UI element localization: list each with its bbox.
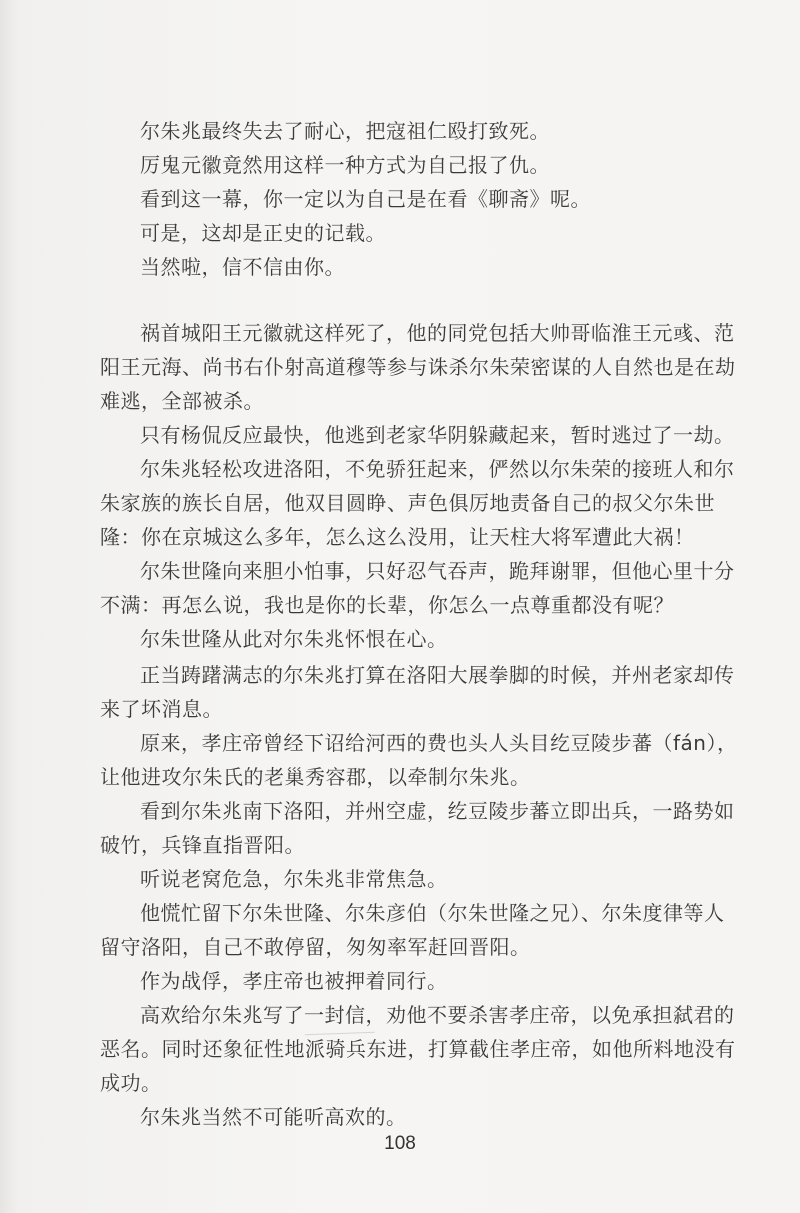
page-number: 108 [384, 1133, 416, 1154]
section-2 [100, 316, 740, 656]
paragraph: 祸首城阳王元徽就这样死了，他的同党包括大帅哥临淮王元彧、范阳王元海、尚书右仆射高道穆等参与诛杀尔朱荣密谋的人自然也是在劫难逃，全部被杀。 [100, 321, 736, 413]
paragraph: 尔朱兆最终失去了耐心，把寇祖仁殴打致死。 [140, 119, 550, 143]
paragraph: 厉鬼元徽竟然用这样一种方式为自己报了仇。 [140, 153, 550, 177]
paragraph: 看到这一幕，你一定以为自己是在看《聊斋》呢。 [140, 187, 591, 211]
pencil-mark [305, 1032, 375, 1049]
paragraph: 正当踌躇满志的尔朱兆打算在洛阳大展拳脚的时候，并州老家却传来了坏消息。 [100, 663, 735, 721]
paragraph: 尔朱世隆从此对尔朱兆怀恨在心。 [140, 627, 448, 651]
paragraph: 听说老窝危急，尔朱兆非常焦急。 [140, 867, 448, 891]
paragraph: 尔朱兆轻松攻进洛阳，不免骄狂起来，俨然以尔朱荣的接班人和尔朱家族的族长自居，他双目圆睁、声色俱厉地责备自己的叔父尔朱世隆：你在京城这么多年，怎么这么没用，让天柱大将军遭此大祸！ [100, 457, 735, 549]
paragraph: 只有杨侃反应最快，他逃到老家华阴躲藏起来，暂时逃过了一劫。 [140, 423, 735, 447]
paragraph: 他慌忙留下尔朱世隆、尔朱彦伯（尔朱世隆之兄）、尔朱度律等人留守洛阳，自己不敢停留，匆匆率军赶回晋阳。 [100, 901, 725, 959]
paragraph: 尔朱世隆向来胆小怕事，只好忍气吞声，跪拜谢罪，但他心里十分不满：再怎么说，我也是你的长辈，你怎么一点尊重都没有呢？ [100, 559, 735, 617]
paragraph: 可是，这却是正史的记载。 [140, 221, 386, 245]
paragraph: 尔朱兆当然不可能听高欢的。 [140, 1105, 407, 1129]
paragraph: 作为战俘，孝庄帝也被押着同行。 [140, 969, 448, 993]
paragraph: 原来，孝庄帝曾经下诏给河西的费也头人头目纥豆陵步蕃（fán），让他进攻尔朱氏的老巢秀容郡，以牵制尔朱兆。 [100, 731, 738, 789]
page-spine-shadow [0, 0, 18, 1213]
section-3 [100, 658, 740, 1134]
paragraph: 高欢给尔朱兆写了一封信，劝他不要杀害孝庄帝，以免承担弑君的恶名。同时还象征性地派骑兵东进，打算截住孝庄帝，如他所料地没有成功。 [100, 1003, 736, 1095]
paragraph: 当然啦，信不信由你。 [140, 255, 345, 279]
paragraph: 看到尔朱兆南下洛阳，并州空虚，纥豆陵步蕃立即出兵，一路势如破竹，兵锋直指晋阳。 [100, 799, 735, 857]
section-1 [100, 114, 740, 284]
